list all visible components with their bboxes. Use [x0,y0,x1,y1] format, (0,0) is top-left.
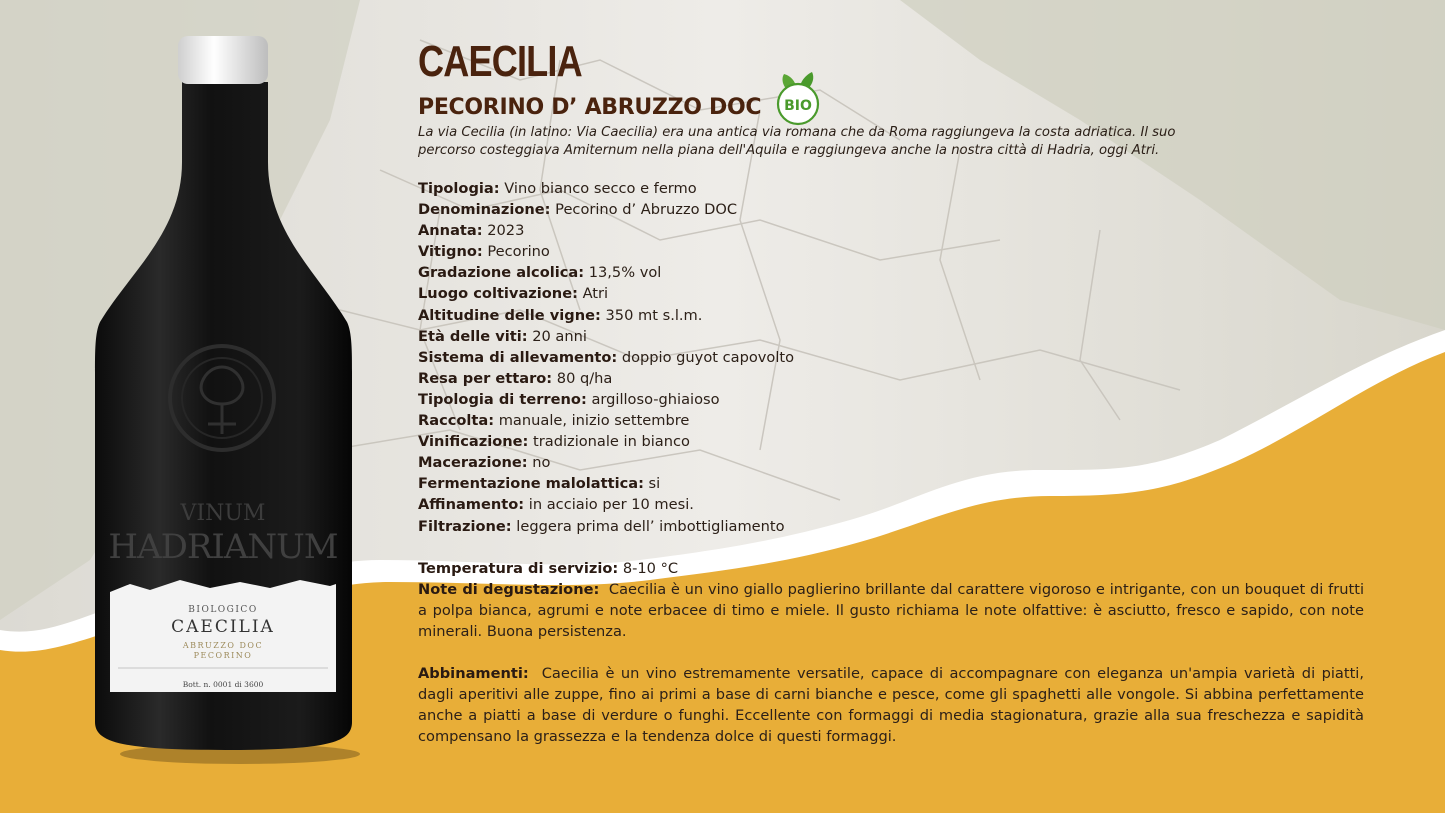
bottle-line1-text: ABRUZZO DOC [182,641,264,650]
spec-row: Macerazione: no [418,454,551,472]
spec-row: Annata: 2023 [418,222,525,240]
spec-row: Età delle viti: 20 anni [418,327,587,345]
spec-row: Denominazione: Pecorino d’ Abruzzo DOC [418,201,738,219]
wine-bottle-image [90,32,360,772]
spec-row: Vinificazione: tradizionale in bianco [418,433,690,451]
bottle-name-text: CAECILIA [171,617,275,637]
spec-row: Raccolta: manuale, inizio settembre [418,412,690,430]
bottle-organic-text: BIOLOGICO [188,605,258,615]
spec-row: Resa per ettaro: 80 q/ha [418,369,613,387]
bottle-vinum-text: VINUM [180,501,266,526]
food-pairing: Abbinamenti: Caecilia è un vino estremamente versatile, capace di accompagnare con eleganza un'ampia varietà di piatti, dagli aperitivi alle zuppe, fino ai primi a base di carni bianche e pesce, come gli spaghetti alle vongole. Si abbina perfettamente anche a piatti a base di verdure o funghi. Eccellente con formaggi di media stagionatura, grazie alla sua freschezza e sapidità compensano la grassezza e la tendenza dolce di questi formaggi. [418,664,1365,745]
serving-temperature: Temperatura di servizio: 8-10 °C [418,559,679,577]
product-denomination: PECORINO D’ ABRUZZO DOC [418,95,762,120]
spec-row: Fermentazione malolattica: si [418,475,661,493]
spec-row: Tipologia: Vino bianco secco e fermo [418,180,697,197]
spec-row: Altitudine delle vigne: 350 mt s.l.m. [418,306,703,324]
product-intro: La via Cecilia (in latino: Via Caecilia) era una antica via romana che da Roma raggiungeva la costa adriatica. Il suo percorso costeggiava Amiternum nella piana dell'Aquila e raggiungeva anche la nostra città di Hadria, oggi Atri. [418,125,1176,158]
spec-row: Luogo coltivazione: Atri [418,285,609,303]
bottle-number-text: Bott. n. 0001 di 3600 [182,680,264,689]
spec-row: Filtrazione: leggera prima dell’ imbottigliamento [418,517,785,535]
spec-row: Affinamento: in acciaio per 10 mesi. [418,496,694,514]
spec-row: Tipologia di terreno: argilloso-ghiaioso [418,390,720,408]
product-sheet [418,38,1364,747]
bottle-hadrianum-text: HADRIANUM [108,527,338,567]
tasting-notes: Note di degustazione: Caecilia è un vino giallo paglierino brillante dal carattere vigoroso e intrigante, con un bouquet di frutti a polpa bianca, agrumi e note erbacee di timo e miele. Il gusto richiama le note olfattive: è asciutto, fresco e sapido, con note minerali. Buona persistenza. [418,580,1365,640]
product-title: CAECILIA [418,37,582,86]
spec-row: Gradazione alcolica: 13,5% vol [418,264,662,282]
spec-row: Sistema di allevamento: doppio guyot capovolto [418,348,795,366]
spec-list [418,178,1364,537]
spec-row: Vitigno: Pecorino [418,243,550,261]
bio-badge-text: BIO [784,98,812,114]
bottle-line2-text: PECORINO [193,651,253,660]
